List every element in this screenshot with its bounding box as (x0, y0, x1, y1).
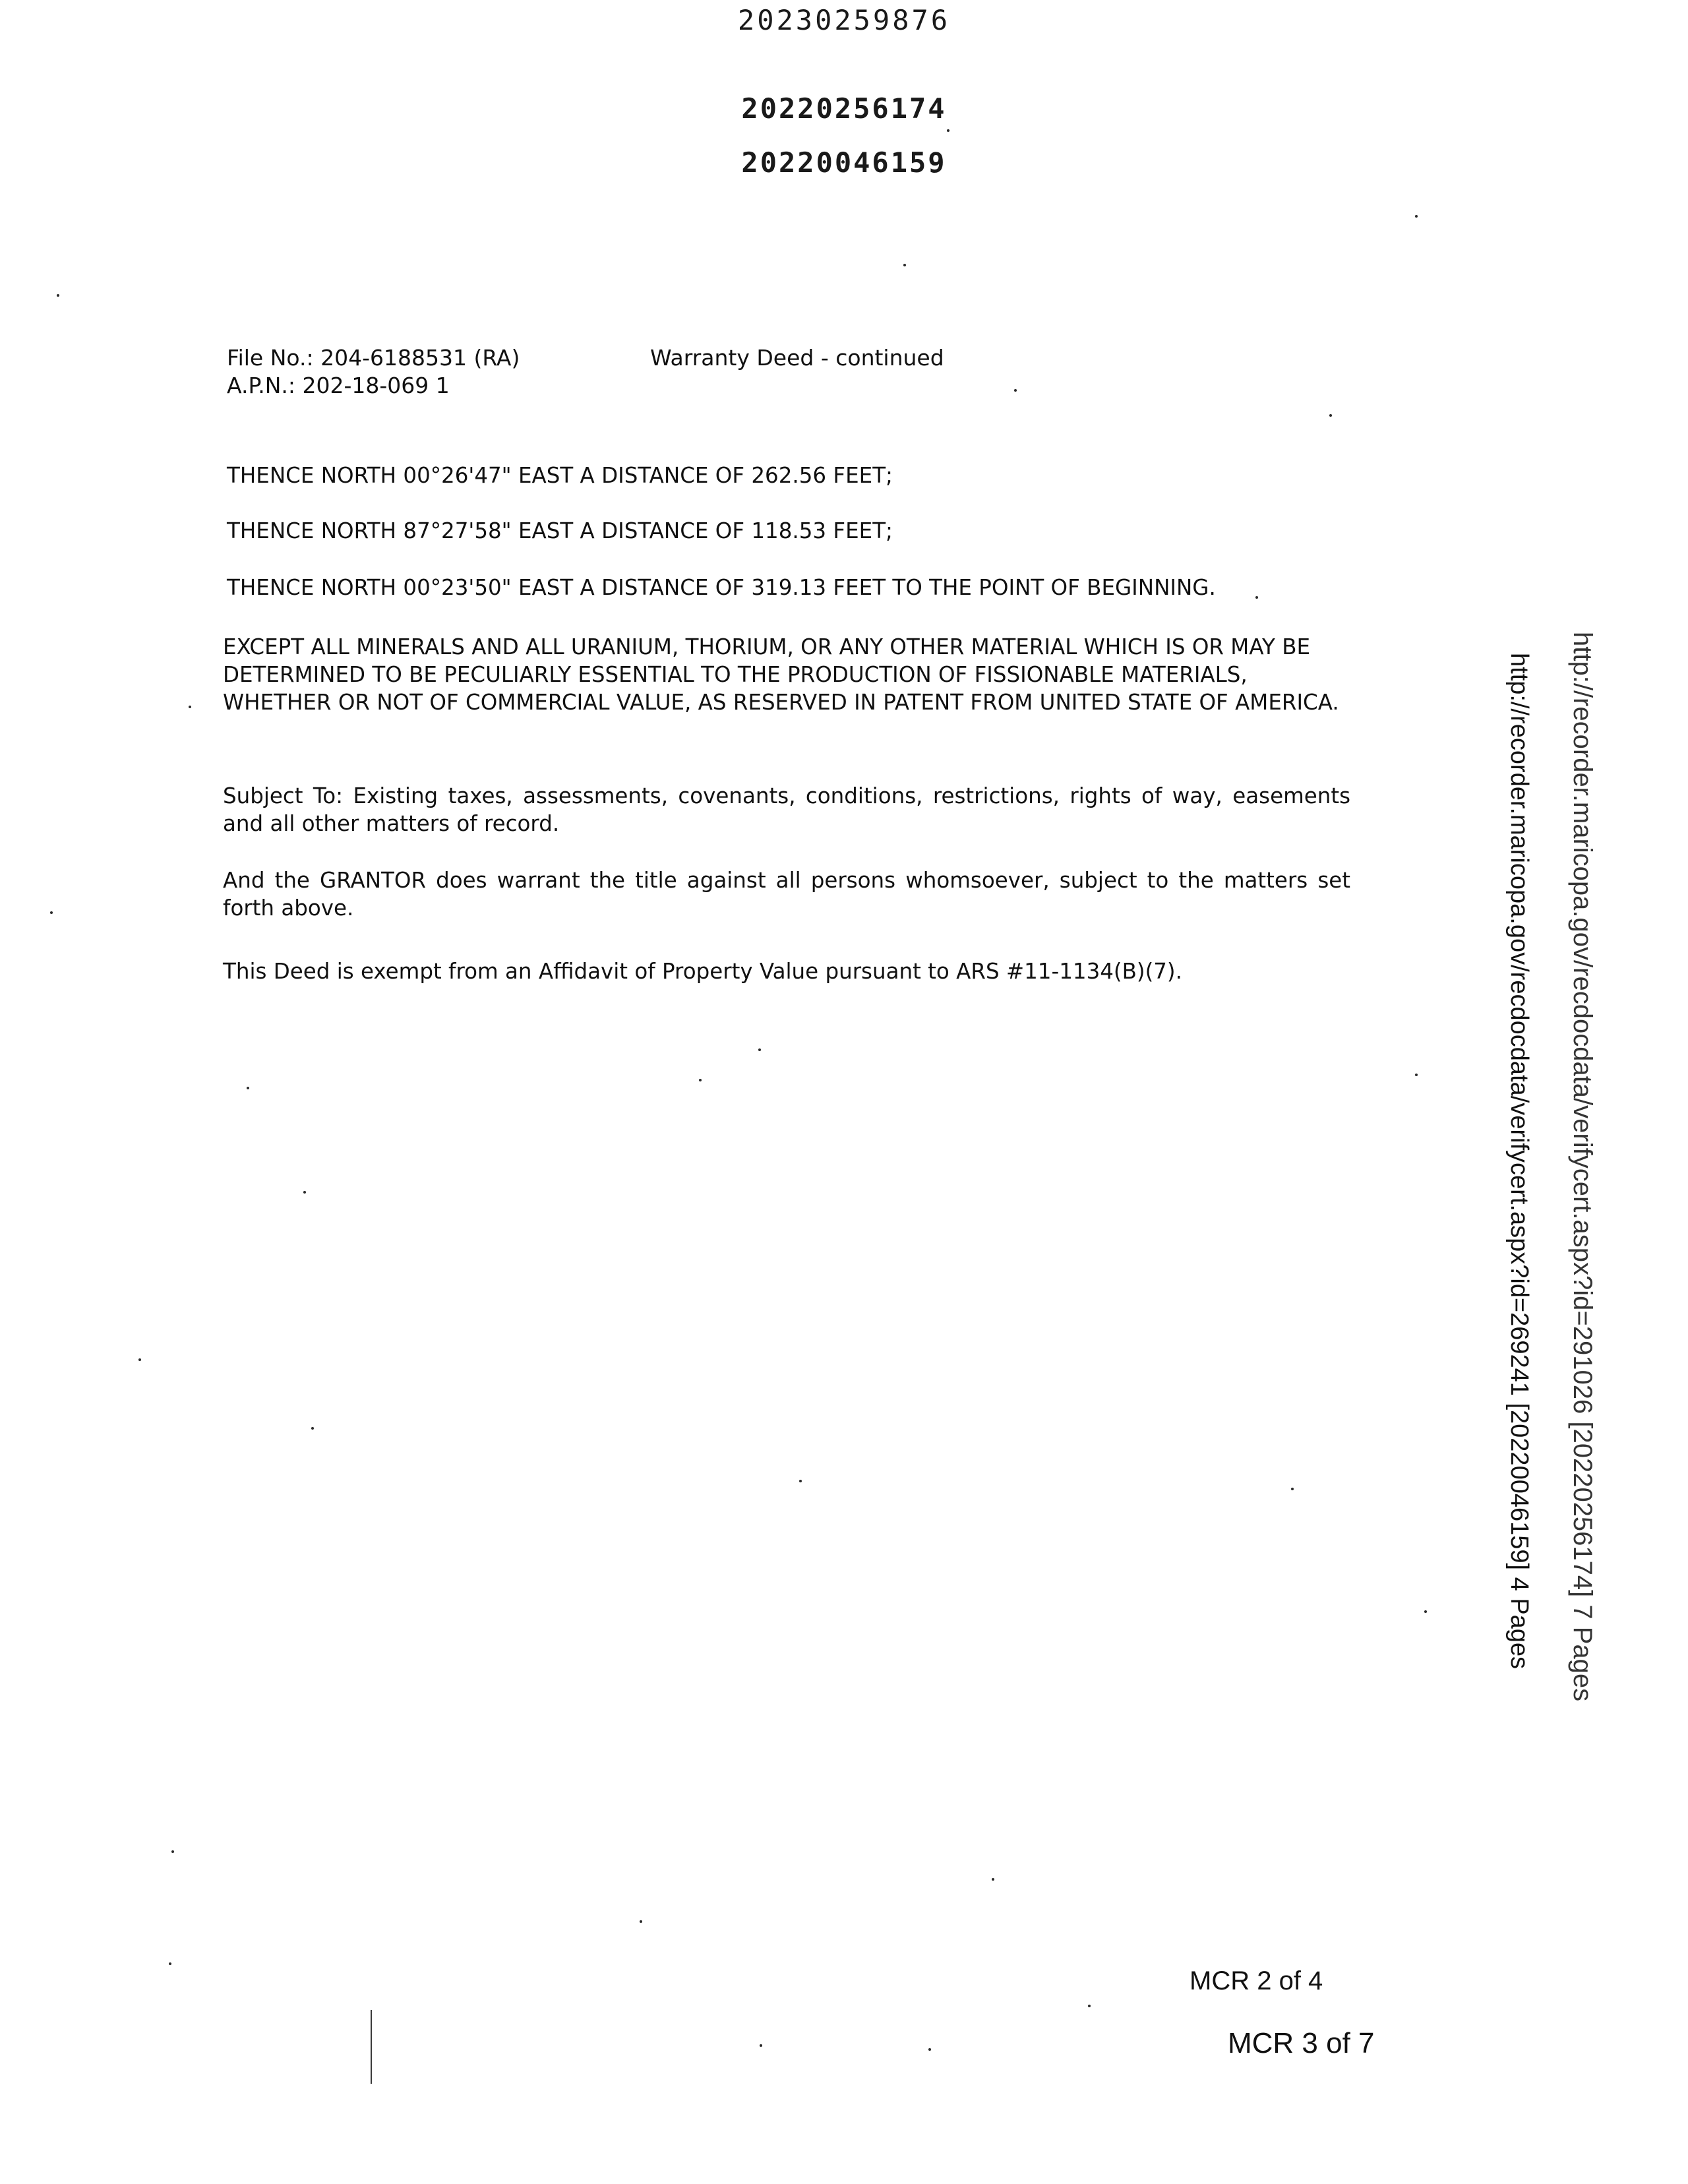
grantor-warranty: And the GRANTOR does warrant the title against all persons whomsoever, subject to the matters set forth above. (223, 868, 1350, 921)
apn: A.P.N.: 202-18-069 1 (227, 373, 450, 398)
scan-speck (992, 1878, 994, 1881)
file-number: File No.: 204-6188531 (RA) (227, 345, 520, 371)
scan-speck (1424, 1610, 1427, 1613)
scan-speck (138, 1358, 141, 1361)
scan-speck (57, 294, 59, 297)
scan-speck (50, 911, 53, 914)
scan-speck (1329, 414, 1332, 417)
scan-speck (303, 1191, 306, 1194)
scan-speck (1291, 1488, 1294, 1490)
scan-speck (640, 1920, 642, 1923)
scan-speck (1088, 2005, 1091, 2007)
scan-speck (1255, 596, 1258, 599)
mineral-exception: EXCEPT ALL MINERALS AND ALL URANIUM, THORIUM, OR ANY OTHER MATERIAL WHICH IS OR MAY BE DETERMINED TO BE PECULIARLY ESSENTIAL TO THE PRODUCTION OF FISSIONABLE MATERIALS, WHETHER OR NOT OF COMMERCIAL VALUE, AS RESERVED IN PATENT FROM UNITED STATE OF AMERICA. (223, 634, 1339, 715)
mcr-page-mark-b: MCR 3 of 7 (1228, 2027, 1375, 2059)
scan-speck (1014, 389, 1017, 392)
scan-speck (760, 2044, 762, 2047)
scan-speck (171, 1850, 174, 1853)
scan-speck (758, 1048, 761, 1051)
course-2: THENCE NORTH 87°27'58" EAST A DISTANCE OF 118.53 FEET; (227, 518, 893, 543)
scan-speck (311, 1427, 314, 1430)
recording-number-2023: 20230259876 (737, 4, 951, 36)
recording-number-2022-a: 20220256174 (741, 92, 947, 125)
course-3: THENCE NORTH 00°23'50" EAST A DISTANCE OF 319.13 FEET TO THE POINT OF BEGINNING. (227, 575, 1216, 600)
scan-speck (947, 129, 950, 132)
verification-stamp-inner: http://recorder.maricopa.gov/recdocdata/verifycert.aspx?id=269241 [20220046159] 4 Pages (1505, 653, 1533, 1670)
scan-speck (1415, 215, 1418, 218)
scan-speck (1415, 1074, 1418, 1076)
scan-speck (928, 2048, 931, 2051)
file-info (227, 344, 520, 400)
verification-stamp-outer: http://recorder.maricopa.gov/recdocdata/verifycert.aspx?id=291026 [20220256174] 7 Pages (1568, 632, 1597, 1702)
scan-speck (699, 1079, 702, 1081)
course-1: THENCE NORTH 00°26'47" EAST A DISTANCE OF 262.56 FEET; (227, 463, 893, 488)
scan-speck (799, 1480, 802, 1482)
scan-mark-line (371, 2010, 372, 2084)
scan-speck (903, 264, 906, 266)
subject-to-clause: Subject To: Existing taxes, assessments, covenants, conditions, restrictions, rights of way, easements and all other matters of record. (223, 783, 1350, 836)
scan-speck (169, 1962, 171, 1965)
document-title: Warranty Deed - continued (650, 345, 944, 371)
scan-speck (189, 706, 191, 708)
affidavit-exemption: This Deed is exempt from an Affidavit of Property Value pursuant to ARS #11-1134(B)(7). (223, 959, 1182, 984)
recording-number-2022-b: 20220046159 (741, 146, 947, 179)
scan-speck (247, 1087, 249, 1089)
mcr-page-mark-a: MCR 2 of 4 (1190, 1966, 1323, 1995)
